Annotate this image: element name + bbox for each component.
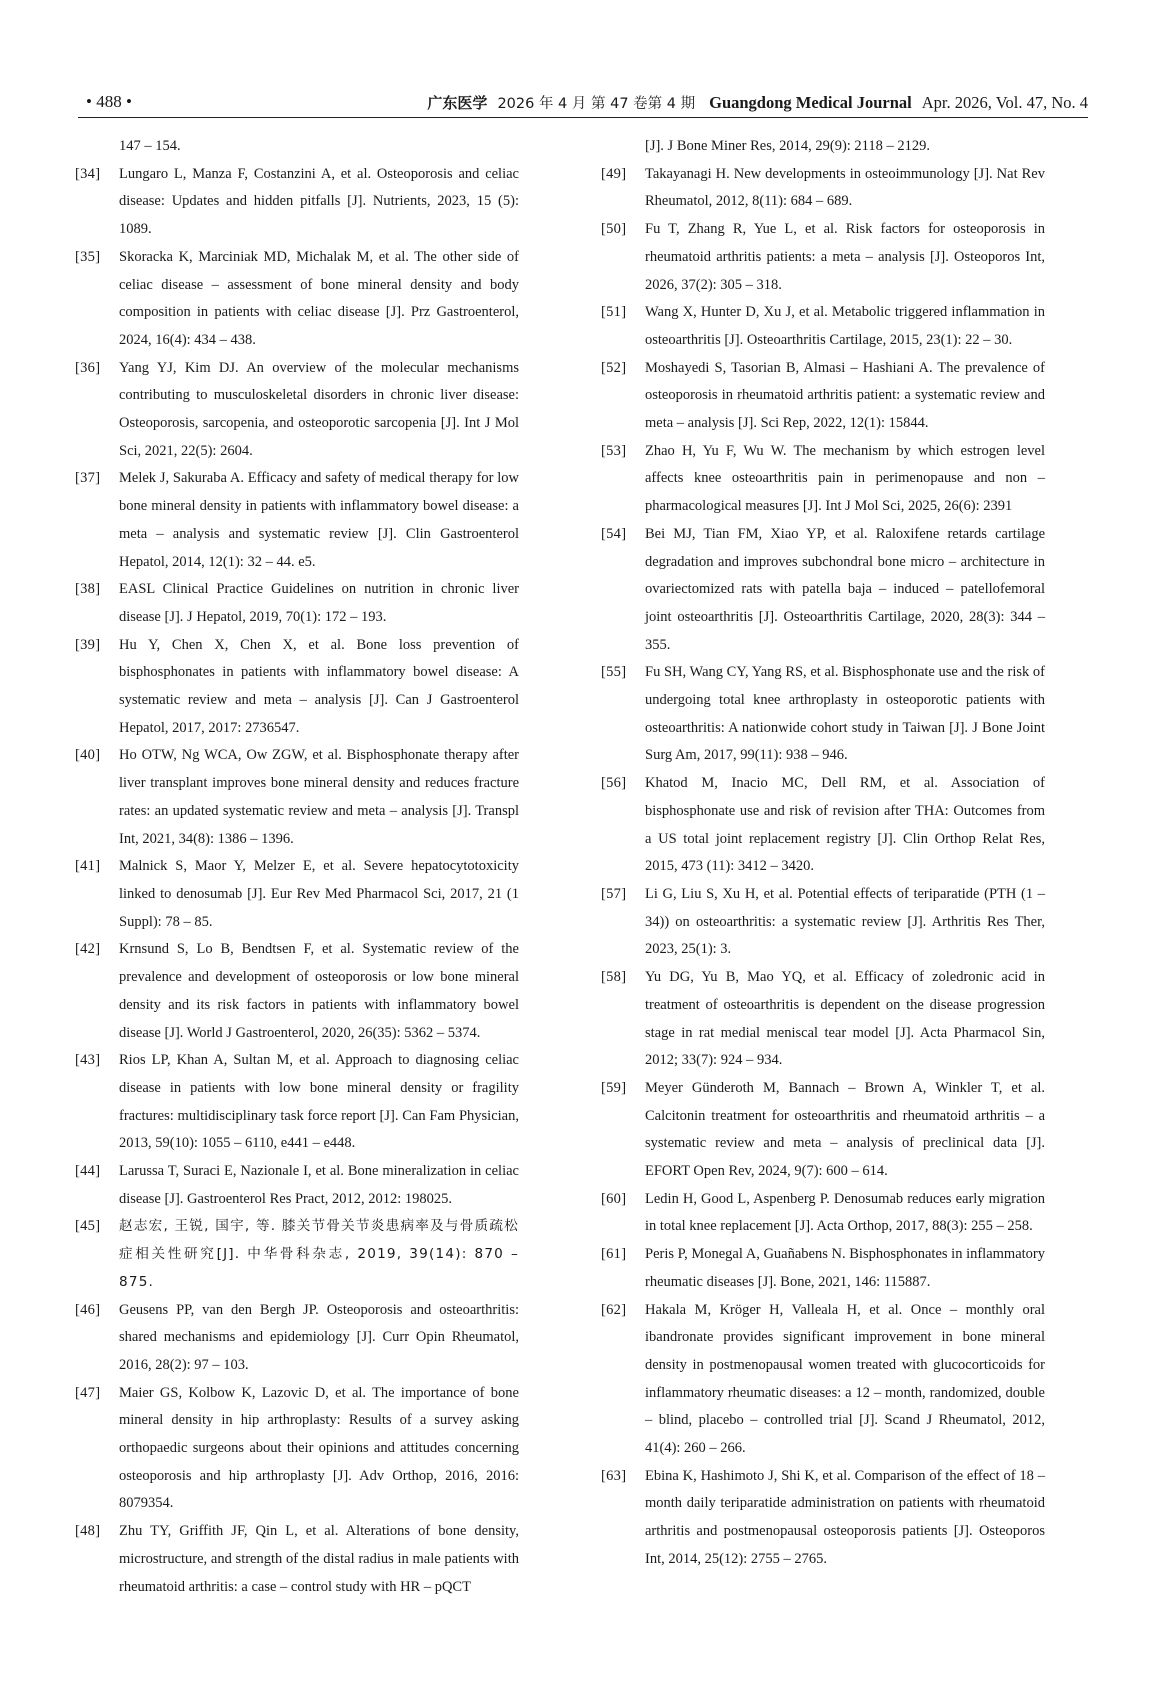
journal-running-title (427, 92, 1088, 113)
reference-text: Bei MJ, Tian FM, Xiao YP, et al. Raloxifene retards cartilage degradation and improves subchondral bone micro – architecture in ovariectomized rats with patella baja – induced – patellofemoral joint osteoarthritis [J]. Osteoarthritis Cartilage, 2020, 28(3): 344 – 355. (645, 525, 1045, 653)
reference-entry (75, 632, 519, 743)
page-number: • 488 • (86, 92, 132, 111)
reference-entry (75, 1380, 519, 1519)
reference-entry (601, 770, 1045, 881)
reference-text: Rios LP, Khan A, Sultan M, et al. Approach to diagnosing celiac disease in patients with low bone mineral density or fragility fractures: multidisciplinary task force report [J]. Can Fam Physician, 2013, 59(10): 1055 – 6110, e441 – e448. (119, 1052, 519, 1152)
reference-number: [41] (75, 858, 101, 875)
reference-number: [47] (75, 1384, 101, 1401)
reference-text: Wang X, Hunter D, Xu J, et al. Metabolic triggered inflammation in osteoarthritis [J]. Osteoarthritis Cartilage, 2015, 23(1): 22 – 30. (645, 304, 1045, 348)
reference-entry (75, 576, 519, 631)
reference-text: Krnsund S, Lo B, Bendtsen F, et al. Systematic review of the prevalence and development of osteoporosis or low bone mineral density and its risk factors in patients with inflammatory bowel disease [J]. World J Gastroenterol, 2020, 26(35): 5362 – 5374. (119, 941, 519, 1041)
reference-number: [43] (75, 1052, 101, 1069)
reference-number: [52] (601, 359, 627, 376)
header-rule (78, 117, 1088, 118)
reference-text: Moshayedi S, Tasorian B, Almasi – Hashiani A. The prevalence of osteoporosis in rheumatoid arthritis patient: a systematic review and meta – analysis [J]. Sci Rep, 2022, 12(1): 15844. (645, 359, 1045, 432)
reference-number: [53] (601, 442, 627, 459)
reference-entry (75, 465, 519, 576)
reference-number: [44] (75, 1163, 101, 1180)
reference-text: Yang YJ, Kim DJ. An overview of the molecular mechanisms contributing to musculoskeletal disorders in chronic liver disease: Osteoporosis, sarcopenia, and osteoporotic sarcopenia [J]. Int J Mol Sci, 2021, 22(5): 2604. (119, 359, 519, 459)
reference-entry (601, 964, 1045, 1075)
reference-number: [51] (601, 304, 627, 321)
reference-text: Peris P, Monegal A, Guañabens N. Bisphosphonates in inflammatory rheumatic diseases [J]. Bone, 2021, 146: 115887. (645, 1246, 1045, 1290)
reference-entry (601, 1297, 1045, 1463)
reference-entry (601, 521, 1045, 660)
reference-number: [55] (601, 664, 627, 681)
reference-entry (601, 881, 1045, 964)
reference-entry (75, 1047, 519, 1158)
reference-entry (601, 1075, 1045, 1186)
reference-entry (601, 161, 1045, 216)
reference-text: Maier GS, Kolbow K, Lazovic D, et al. The importance of bone mineral density in hip arthroplasty: Results of a survey asking orthopaedic surgeons about their opinions and attitudes concerning osteoporosis and hip arthroplasty [J]. Adv Orthop, 2016, 2016: 8079354. (119, 1384, 519, 1512)
reference-number: [59] (601, 1079, 627, 1096)
reference-number: [48] (75, 1523, 101, 1540)
reference-text: Ho OTW, Ng WCA, Ow ZGW, et al. Bisphosphonate therapy after liver transplant improves bone mineral density and reduces fracture rates: an updated systematic review and meta – analysis [J]. Transpl Int, 2021, 34(8): 1386 – 1396. (119, 747, 519, 847)
reference-entry (601, 355, 1045, 438)
reference-number: [36] (75, 359, 101, 376)
reference-entry (601, 1463, 1045, 1574)
reference-text: Hakala M, Kröger H, Valleala H, et al. Once – monthly oral ibandronate provides significant improvement in bone mineral density in postmenopausal women treated with glucocorticoids for inflammatory rheumatic diseases: a 12 – month, randomized, double – blind, placebo – controlled trial [J]. Scand J Rheumatol, 2012, 41(4): 260 – 266. (645, 1301, 1045, 1457)
reference-entry (75, 1213, 519, 1296)
reference-text: [J]. J Bone Miner Res, 2014, 29(9): 2118 – 2129. (645, 138, 931, 154)
reference-number: [46] (75, 1301, 101, 1318)
reference-text: Geusens PP, van den Bergh JP. Osteoporosis and osteoarthritis: shared mechanisms and epidemiology [J]. Curr Opin Rheumatol, 2016, 28(2): 97 – 103. (119, 1301, 519, 1373)
reference-entry (75, 853, 519, 936)
reference-entry (75, 742, 519, 853)
reference-number: [61] (601, 1246, 627, 1263)
reference-text: Takayanagi H. New developments in osteoimmunology [J]. Nat Rev Rheumatol, 2012, 8(11): 684 – 689. (645, 165, 1045, 210)
reference-continuation (75, 133, 519, 161)
reference-continuation (601, 133, 1045, 161)
reference-text: EASL Clinical Practice Guidelines on nutrition in chronic liver disease [J]. J Hepatol, 2019, 70(1): 172 – 193. (119, 581, 519, 625)
reference-text: Li G, Liu S, Xu H, et al. Potential effects of teriparatide (PTH (1 – 34)) on osteoarthritis: a systematic review [J]. Arthritis Res Ther, 2023, 25(1): 3. (645, 885, 1045, 958)
journal-name-en: Guangdong Medical Journal (709, 93, 912, 112)
reference-text: 147 – 154. (119, 138, 181, 154)
reference-number: [56] (601, 775, 627, 792)
reference-entry (601, 216, 1045, 299)
reference-text: 赵志宏, 王锐, 国宇, 等. 膝关节骨关节炎患病率及与骨质疏松症相关性研究[J]. 中华骨科杂志, 2019, 39(14): 870 – 875. (119, 1218, 519, 1290)
reference-text: Zhao H, Yu F, Wu W. The mechanism by which estrogen level affects knee osteoarthritis pain in perimenopause and non – pharmacological measures [J]. Int J Mol Sci, 2025, 26(6): 2391 (645, 442, 1045, 515)
reference-number: [40] (75, 747, 101, 764)
reference-entry (601, 659, 1045, 770)
reference-number: [63] (601, 1467, 627, 1484)
reference-text: Skoracka K, Marciniak MD, Michalak M, et al. The other side of celiac disease – assessment of bone mineral density and body composition in patients with celiac disease [J]. Prz Gastroenterol, 2024, 16(4): 434 – 438. (119, 248, 519, 348)
reference-text: Fu SH, Wang CY, Yang RS, et al. Bisphosphonate use and the risk of undergoing total knee arthroplasty in osteoporotic patients with osteoarthritis: A nationwide cohort study in Taiwan [J]. J Bone Joint Surg Am, 2017, 99(11): 938 – 946. (645, 664, 1045, 764)
reference-number: [57] (601, 885, 627, 902)
reference-entry (601, 1241, 1045, 1296)
reference-entry (75, 936, 519, 1047)
reference-entry (75, 244, 519, 355)
reference-text: Meyer Günderoth M, Bannach – Brown A, Winkler T, et al. Calcitonin treatment for osteoarthritis and rheumatoid arthritis – a systematic review and meta – analysis of preclinical data [J]. EFORT Open Rev, 2024, 9(7): 600 – 614. (645, 1079, 1045, 1180)
reference-column-left (75, 133, 519, 1601)
reference-entry (75, 1297, 519, 1380)
reference-text: Larussa T, Suraci E, Nazionale I, et al. Bone mineralization in celiac disease [J]. Gastroenterol Res Pract, 2012, 2012: 198025. (119, 1163, 519, 1207)
reference-number: [39] (75, 636, 101, 653)
reference-number: [45] (75, 1218, 101, 1235)
reference-text: Khatod M, Inacio MC, Dell RM, et al. Association of bisphosphonate use and risk of revision after THA: Outcomes from a US total joint replacement registry [J]. Clin Orthop Relat Res, 2015, 473 (11): 3412 – 3420. (645, 775, 1045, 875)
reference-entry (75, 1518, 519, 1601)
running-header (78, 92, 1088, 120)
reference-text: Ledin H, Good L, Aspenberg P. Denosumab reduces early migration in total knee replacement [J]. Acta Orthop, 2017, 88(3): 255 – 258. (645, 1190, 1045, 1235)
reference-number: [50] (601, 221, 627, 238)
reference-entry (75, 355, 519, 466)
reference-entry (601, 438, 1045, 521)
reference-number: [38] (75, 581, 101, 598)
reference-number: [49] (601, 165, 627, 182)
reference-text: Fu T, Zhang R, Yue L, et al. Risk factors for osteoporosis in rheumatoid arthritis patients: a meta – analysis [J]. Osteoporos Int, 2026, 37(2): 305 – 318. (645, 221, 1045, 293)
journal-name-cn: 广东医学 (427, 94, 488, 112)
reference-number: [62] (601, 1301, 627, 1318)
reference-text: Melek J, Sakuraba A. Efficacy and safety of medical therapy for low bone mineral density in patients with inflammatory bowel disease: a meta – analysis and systematic review [J]. Clin Gastroenterol Hepatol, 2014, 12(1): 32 – 44. e5. (119, 470, 519, 570)
issue-info-cn: 2026 年 4 月 第 47 卷第 4 期 (497, 96, 696, 112)
reference-text: Lungaro L, Manza F, Costanzini A, et al. Osteoporosis and celiac disease: Updates and hidden pitfalls [J]. Nutrients, 2023, 15 (5): 1089. (119, 165, 519, 238)
reference-text: Yu DG, Yu B, Mao YQ, et al. Efficacy of zoledronic acid in treatment of osteoarthritis is dependent on the disease progression stage in rat medial meniscal tear model [J]. Acta Pharmacol Sin, 2012; 33(7): 924 – 934. (645, 969, 1045, 1069)
reference-entry (601, 299, 1045, 354)
reference-number: [58] (601, 969, 627, 986)
reference-number: [42] (75, 941, 101, 958)
reference-column-right (601, 133, 1045, 1574)
reference-number: [34] (75, 165, 101, 182)
reference-entry (75, 161, 519, 244)
reference-number: [60] (601, 1190, 627, 1207)
reference-text: Ebina K, Hashimoto J, Shi K, et al. Comparison of the effect of 18 – month daily teriparatide administration on patients with rheumatoid arthritis and postmenopausal osteoporosis patients [J]. Osteoporos Int, 2014, 25(12): 2755 – 2765. (645, 1467, 1045, 1567)
issue-info-en: Apr. 2026, Vol. 47, No. 4 (921, 93, 1088, 112)
reference-number: [37] (75, 470, 101, 487)
reference-text: Hu Y, Chen X, Chen X, et al. Bone loss prevention of bisphosphonates in patients with inflammatory bowel disease: A systematic review and meta – analysis [J]. Can J Gastroenterol Hepatol, 2017, 2017: 2736547. (119, 636, 519, 736)
reference-text: Zhu TY, Griffith JF, Qin L, et al. Alterations of bone density, microstructure, and strength of the distal radius in male patients with rheumatoid arthritis: a case – control study with HR – pQCT (119, 1523, 519, 1595)
reference-entry (75, 1158, 519, 1213)
reference-entry (601, 1186, 1045, 1241)
reference-number: [35] (75, 248, 101, 265)
reference-text: Malnick S, Maor Y, Melzer E, et al. Severe hepatocytotoxicity linked to denosumab [J]. Eur Rev Med Pharmacol Sci, 2017, 21 (1 Suppl): 78 – 85. (119, 858, 519, 930)
reference-number: [54] (601, 525, 627, 542)
